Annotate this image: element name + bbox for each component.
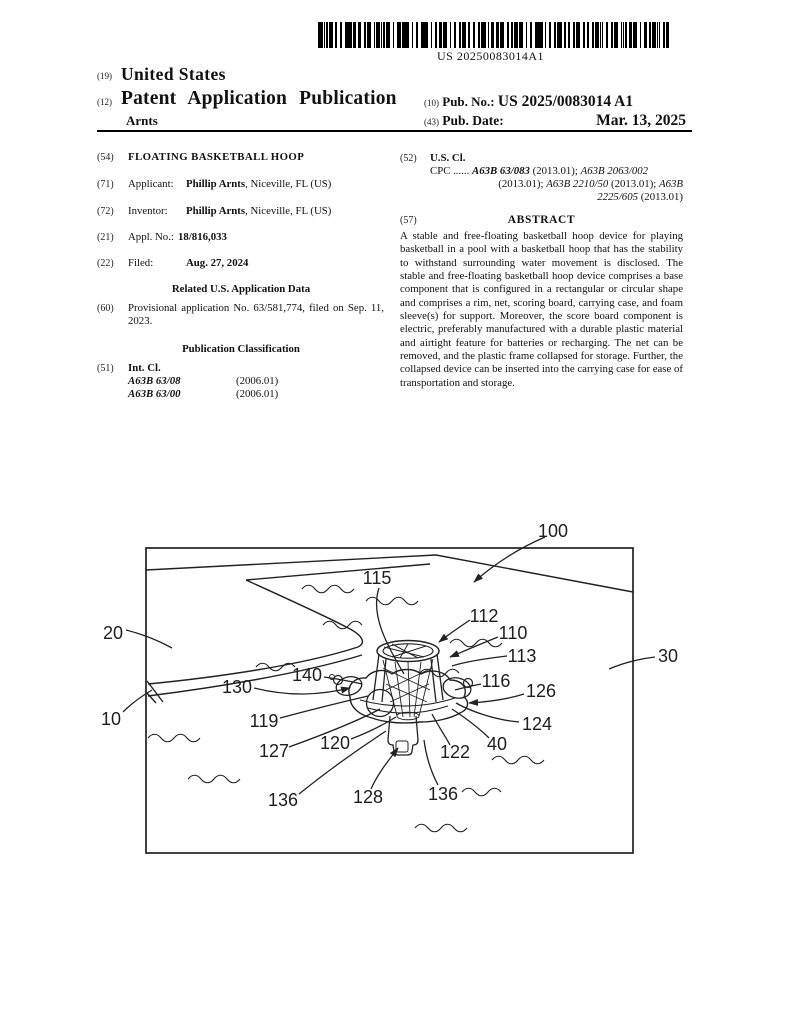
invention-title: FLOATING BASKETBALL HOOP [128, 151, 305, 163]
cpc-class-5: 2225/605 [597, 191, 639, 203]
field-code-60: (60) [97, 303, 114, 314]
field-code-52: (52) [400, 153, 417, 164]
cpc-class-4: A63B [659, 178, 683, 190]
int-cl-class-1: A63B 63/08 [128, 375, 181, 387]
ref-40: 40 [486, 734, 508, 754]
applicant-name: Phillip Arnts [186, 178, 246, 190]
kind-code-10: (10) [424, 98, 439, 108]
applicant-label: Applicant: [128, 178, 174, 190]
ref-115: 115 [362, 568, 392, 588]
cpc-class-3: A63B 2210/50 [546, 178, 609, 190]
cpc-lead: CPC ...... [430, 165, 470, 177]
appl-no-value: 18/816,033 [178, 231, 227, 243]
cpc-class-2: A63B 2063/002 [580, 165, 649, 177]
pub-no-label: Pub. No.: [442, 94, 495, 109]
ref-10: 10 [100, 709, 122, 729]
pub-date-value: Mar. 13, 2025 [596, 112, 686, 129]
pub-date-label: Pub. Date: [442, 113, 504, 128]
net [383, 659, 433, 717]
filed-date: Aug. 27, 2024 [186, 257, 249, 269]
provisional-text: Provisional application No. 63/581,774, filed on Sep. 11, 2023. [128, 302, 384, 328]
applicant-address: , Niceville, FL (US) [245, 178, 332, 190]
ref-20: 20 [102, 623, 124, 643]
ref-120: 120 [319, 733, 351, 753]
ref-110: 110 [498, 623, 528, 643]
kind-code-19: (19) [97, 71, 112, 81]
figure-border [146, 548, 633, 853]
ref-136-left: 136 [267, 790, 299, 810]
ref-112: 112 [469, 606, 499, 626]
inventor-label: Inventor: [128, 205, 168, 217]
ref-140: 140 [291, 665, 323, 685]
ref-136-right: 136 [427, 784, 459, 804]
kind-code-43: (43) [424, 117, 439, 127]
ref-30: 30 [657, 646, 679, 666]
int-cl-class-2: A63B 63/00 [128, 388, 181, 400]
cpc-line3-b: (2013.01) [638, 191, 683, 203]
ref-128: 128 [352, 787, 384, 807]
related-data-heading: Related U.S. Application Data [171, 283, 311, 295]
field-code-54: (54) [97, 152, 114, 163]
cpc-line2-a: (2013.01); [498, 178, 547, 190]
ref-124: 124 [521, 714, 553, 734]
inventor-name: Phillip Arnts [186, 205, 246, 217]
us-cl-label: U.S. Cl. [430, 152, 466, 164]
int-cl-ver-2: (2006.01) [236, 388, 279, 400]
cpc-line2-b: (2013.01); [608, 178, 659, 190]
ref-116: 116 [481, 671, 511, 691]
ref-119: 119 [249, 711, 279, 731]
cpc-sep-1: (2013.01); [529, 165, 581, 177]
filed-label: Filed: [128, 257, 154, 269]
appl-no-label: Appl. No.: [128, 231, 174, 243]
int-cl-label: Int. Cl. [128, 362, 161, 374]
cpc-class-1: A63B 63/083 [472, 165, 530, 177]
field-code-22: (22) [97, 258, 114, 269]
field-code-71: (71) [97, 179, 114, 190]
field-code-72: (72) [97, 206, 114, 217]
field-code-57: (57) [400, 215, 417, 226]
inventor-address: , Niceville, FL (US) [245, 205, 332, 217]
base-contour-1 [360, 698, 455, 706]
bottom-clip [396, 741, 408, 752]
header-inventor-surname: Arnts [126, 113, 158, 128]
header-doc-type: Patent Application Publication [121, 88, 397, 109]
barcode-number: US 20250083014A1 [436, 49, 544, 63]
ref-126: 126 [525, 681, 557, 701]
abstract-text: A stable and free-floating basketball hoop device for playing basketball in a pool with a basketball hoop that has the stability to withstand surrounding water movement is disclosed. The stable and free-floating basketball hoop device comprises a base component that is configured in a rectangular or circular shape and comprises a rim, net, scoring board, carrying case, and foam sleeve(s) for support. Moreover, the score board component is electric, preferably manufactured with a durable plastic material and airtight feature for batteries or recharging. The net can be removed, and the plastic frame collapsed for storage. Further, the collapsed device can be inserted into the carrying case for ease of transportation and storage. [400, 230, 683, 389]
ref-100: 100 [537, 521, 569, 541]
pub-no-value: US 2025/0083014 A1 [497, 93, 634, 110]
kind-code-12: (12) [97, 97, 112, 107]
int-cl-ver-1: (2006.01) [236, 375, 279, 387]
field-code-51: (51) [97, 363, 114, 374]
abstract-heading: ABSTRACT [507, 214, 576, 226]
field-code-21: (21) [97, 232, 114, 243]
header-country: United States [121, 64, 226, 84]
publication-classification-heading: Publication Classification [182, 343, 300, 355]
ref-130: 130 [221, 677, 253, 697]
reference-numerals [101, 521, 678, 810]
ref-113: 113 [507, 646, 537, 666]
ref-122: 122 [439, 742, 471, 762]
ref-127: 127 [258, 741, 290, 761]
